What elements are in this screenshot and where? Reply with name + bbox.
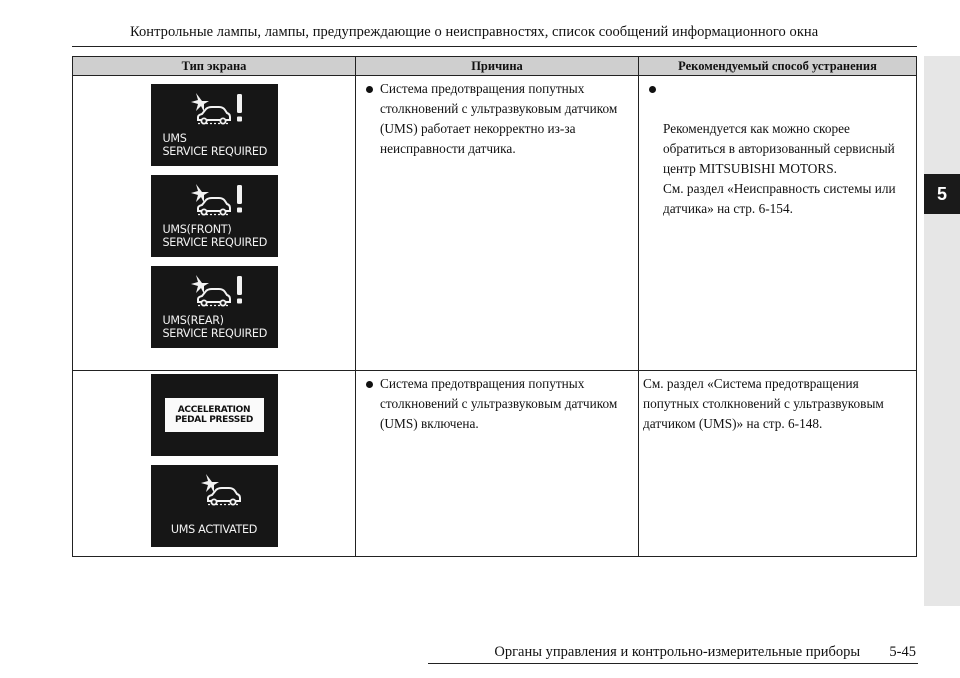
page-footer bbox=[428, 644, 916, 661]
footer-section-title: Органы управления и контрольно-измерительные приборы bbox=[494, 644, 861, 660]
column-header-cause: Причина bbox=[356, 57, 639, 76]
display-message: ACCELERATION PEDAL PRESSED bbox=[165, 398, 264, 432]
screens-cell bbox=[73, 371, 356, 557]
footer-rule bbox=[428, 663, 918, 664]
page-header: Контрольные лампы, лампы, предупреждающие о неисправностях, список сообщений информационного окна bbox=[130, 24, 819, 40]
display-message: UMS SERVICE REQUIRED bbox=[162, 132, 268, 158]
cause-cell bbox=[356, 76, 639, 371]
bullet-icon bbox=[366, 86, 373, 93]
collision-warning-icon bbox=[188, 471, 248, 507]
display-message: UMS(REAR) SERVICE REQUIRED bbox=[162, 314, 268, 340]
remedy-cell bbox=[639, 371, 917, 557]
cause-text: Система предотвращения попутных столкновений с ультразвуковым датчиком (UMS) работает некорректно из-за неисправности датчика. bbox=[380, 81, 618, 156]
chapter-side-bar bbox=[924, 56, 960, 606]
display-screen bbox=[151, 266, 278, 348]
table-header-row bbox=[73, 57, 917, 76]
table-row bbox=[73, 371, 917, 557]
screens-cell bbox=[73, 76, 356, 371]
bullet-icon bbox=[649, 86, 656, 93]
header-rule bbox=[72, 46, 917, 47]
page-number: 5-45 bbox=[889, 644, 916, 660]
display-screen bbox=[151, 84, 278, 166]
remedy-cell bbox=[639, 76, 917, 371]
bullet-icon bbox=[366, 381, 373, 388]
chapter-tab: 5 bbox=[924, 174, 960, 214]
column-header-remedy: Рекомендуемый способ устранения bbox=[639, 57, 917, 76]
collision-warning-exclamation-icon bbox=[188, 90, 248, 126]
display-message: UMS(FRONT) SERVICE REQUIRED bbox=[162, 223, 268, 249]
remedy-text: См. раздел «Система предотвращения попутных столкновений с ультразвуковым датчиком (UMS)» на стр. 6-148. bbox=[643, 376, 884, 431]
collision-warning-exclamation-icon bbox=[188, 181, 248, 217]
display-screen bbox=[151, 374, 278, 456]
display-screen bbox=[151, 465, 278, 547]
display-screen bbox=[151, 175, 278, 257]
remedy-text: Рекомендуется как можно скорее обратиться в авторизованный сервисный центр MITSUBISHI MOTORS. См. раздел «Неисправность системы или датчика» на стр. 6-154. bbox=[663, 121, 896, 216]
cause-cell bbox=[356, 371, 639, 557]
table-row bbox=[73, 76, 917, 371]
cause-text: Система предотвращения попутных столкновений с ультразвуковым датчиком (UMS) включена. bbox=[380, 376, 618, 431]
display-message: UMS ACTIVATED bbox=[170, 523, 258, 536]
column-header-screen-type: Тип экрана bbox=[73, 57, 356, 76]
warning-message-table bbox=[72, 56, 917, 557]
collision-warning-exclamation-icon bbox=[188, 272, 248, 308]
